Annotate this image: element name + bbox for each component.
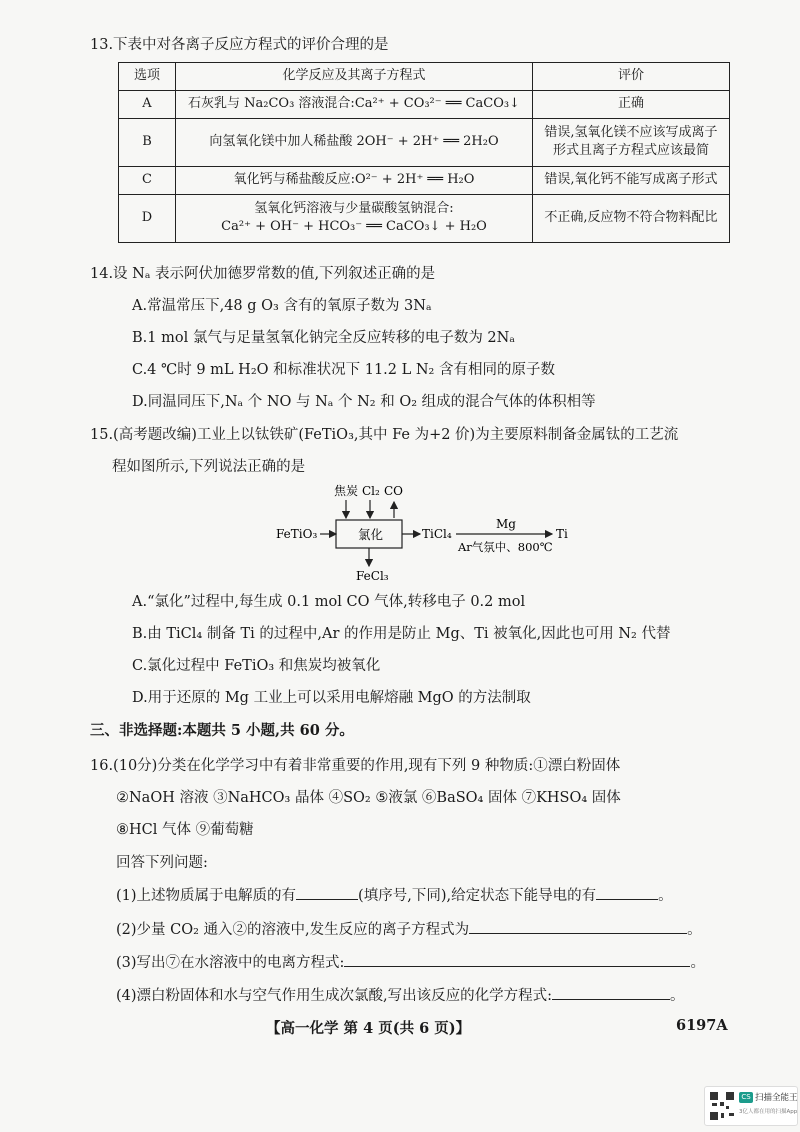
scanner-tagline: 3亿人都在用的扫描App bbox=[739, 1109, 798, 1115]
q16-substances-line3: ⑧HCl 气体 ⑨葡萄糖 bbox=[116, 822, 254, 838]
scanner-watermark bbox=[704, 1086, 798, 1126]
final-ti: Ti bbox=[556, 527, 568, 541]
answer-blank-chemical-equation[interactable] bbox=[552, 985, 670, 1000]
scanner-name: 扫描全能王 bbox=[755, 1093, 798, 1103]
q16-substances-line2: ②NaOH 溶液 ③NaHCO₃ 晶体 ④SO₂ ⑤液氯 ⑥BaSO₄ 固体 ⑦KHSO₄ 固体 bbox=[116, 790, 621, 806]
row-evaluation: 错误,氧化钙不能写成离子形式 bbox=[533, 166, 730, 194]
reagent-mg: Mg bbox=[496, 517, 516, 531]
header-equation: 化学反应及其离子方程式 bbox=[176, 63, 533, 91]
q16-part4-text: (4)漂白粉固体和水与空气作用生成次氯酸,写出该反应的化学方程式: bbox=[116, 988, 553, 1004]
input-chlorine: Cl₂ bbox=[362, 484, 380, 498]
q14-option-b: B.1 mol 氯气与足量氢氧化钠完全反应转移的电子数为 2Nₐ bbox=[132, 330, 515, 346]
q16-part1-end: 。 bbox=[658, 888, 673, 904]
q16-part2-text: (2)少量 CO₂ 通入②的溶液中,发生反应的离子方程式为 bbox=[116, 922, 470, 938]
table-row bbox=[119, 194, 730, 242]
row-evaluation bbox=[533, 118, 730, 166]
row-equation-line1: 氢氧化钙溶液与少量碳酸氢钠混合: bbox=[254, 200, 454, 216]
row-equation: 石灰乳与 Na₂CO₃ 溶液混合:Ca²⁺ + CO₃²⁻ ══ CaCO₃↓ bbox=[176, 90, 533, 118]
row-option: A bbox=[119, 90, 176, 118]
q13-table bbox=[118, 62, 730, 243]
row-option: B bbox=[119, 118, 176, 166]
byproduct-fecl3: FeCl₃ bbox=[356, 569, 389, 583]
feed-fetio3: FeTiO₃ bbox=[276, 527, 318, 541]
table-row bbox=[119, 166, 730, 194]
q14-stem: 14.设 Nₐ 表示阿伏加德罗常数的值,下列叙述正确的是 bbox=[90, 266, 436, 282]
header-option: 选项 bbox=[119, 63, 176, 91]
answer-blank-ionic-equation[interactable] bbox=[469, 919, 687, 934]
row-evaluation: 不正确,反应物不符合物料配比 bbox=[533, 194, 730, 242]
row-equation: 氧化钙与稀盐酸反应:O²⁻ + 2H⁺ ══ H₂O bbox=[176, 166, 533, 194]
q13-stem: 13.下表中对各离子反应方程式的评价合理的是 bbox=[90, 37, 389, 53]
q16-part3-text: (3)写出⑦在水溶液中的电离方程式: bbox=[116, 955, 345, 971]
input-coke: 焦炭 bbox=[334, 484, 359, 498]
q15-stem-line2: 程如图所示,下列说法正确的是 bbox=[112, 459, 306, 475]
q16-part1-text-a: (1)上述物质属于电解质的有 bbox=[116, 888, 297, 904]
table-header-row bbox=[119, 63, 730, 91]
row-evaluation: 正确 bbox=[533, 90, 730, 118]
qr-code-icon bbox=[709, 1091, 735, 1121]
paper-code: 6197A bbox=[676, 1017, 728, 1034]
q15-stem-line1: 15.(高考题改编)工业上以钛铁矿(FeTiO₃,其中 Fe 为+2 价)为主要原料制备金属钛的工艺流 bbox=[90, 427, 679, 443]
q15-option-b: B.由 TiCl₄ 制备 Ti 的过程中,Ar 的作用是防止 Mg、Ti 被氧化,因此也可用 N₂ 代替 bbox=[132, 626, 671, 642]
q16-stem: 16.(10分)分类在化学学习中有着非常重要的作用,现有下列 9 种物质:①漂白粉固体 bbox=[90, 758, 621, 774]
table-row bbox=[119, 118, 730, 166]
row-evaluation-line2: 形式且离子方程式应该最简 bbox=[552, 143, 709, 159]
answer-blank-ionization-equation[interactable] bbox=[344, 952, 690, 967]
q16-part2-end: 。 bbox=[687, 922, 702, 938]
output-co: CO bbox=[384, 484, 404, 498]
q15-option-d: D.用于还原的 Mg 工业上可以采用电解熔融 MgO 的方法制取 bbox=[132, 690, 531, 706]
q16-part2 bbox=[116, 918, 702, 939]
reaction-condition: Ar气氛中、800℃ bbox=[458, 540, 553, 554]
row-option: D bbox=[119, 194, 176, 242]
q16-part1 bbox=[116, 884, 673, 905]
q16-part3-end: 。 bbox=[690, 955, 705, 971]
chlorination-label: 氯化 bbox=[358, 527, 384, 542]
page-footer: 【高一化学 第 4 页(共 6 页)】 bbox=[266, 1020, 471, 1037]
q14-option-d: D.同温同压下,Nₐ 个 NO 与 Nₐ 个 N₂ 和 O₂ 组成的混合气体的体积相等 bbox=[132, 394, 596, 410]
product-ticl4: TiCl₄ bbox=[422, 527, 452, 541]
row-evaluation-line1: 错误,氢氧化镁不应该写成离子 bbox=[544, 124, 718, 140]
answer-blank-conductors[interactable] bbox=[596, 885, 658, 900]
row-equation-line2: Ca²⁺ + OH⁻ + HCO₃⁻ ══ CaCO₃↓ + H₂O bbox=[221, 219, 487, 235]
section-heading: 三、非选择题:本题共 5 小题,共 60 分。 bbox=[90, 722, 354, 739]
q16-part4-end: 。 bbox=[670, 988, 685, 1004]
header-evaluation: 评价 bbox=[533, 63, 730, 91]
row-option: C bbox=[119, 166, 176, 194]
q16-part4 bbox=[116, 984, 685, 1005]
q15-option-a: A.“氯化”过程中,每生成 0.1 mol CO 气体,转移电子 0.2 mol bbox=[132, 594, 526, 610]
q16-part3 bbox=[116, 951, 705, 972]
q16-part1-text-b: (填序号,下同),给定状态下能导电的有 bbox=[358, 888, 597, 904]
q14-option-a: A.常温常压下,48 g O₃ 含有的氧原子数为 3Nₐ bbox=[132, 298, 432, 314]
row-equation: 向氢氧化镁中加人稀盐酸 2OH⁻ + 2H⁺ ══ 2H₂O bbox=[176, 118, 533, 166]
process-flow-diagram bbox=[260, 478, 600, 586]
row-equation bbox=[176, 194, 533, 242]
q16-prompt: 回答下列问题: bbox=[116, 855, 208, 871]
q14-option-c: C.4 ℃时 9 mL H₂O 和标准状况下 11.2 L N₂ 含有相同的原子数 bbox=[132, 362, 555, 378]
table-row bbox=[119, 90, 730, 118]
q15-option-c: C.氯化过程中 FeTiO₃ 和焦炭均被氧化 bbox=[132, 658, 381, 674]
answer-blank-electrolytes[interactable] bbox=[296, 885, 358, 900]
scanner-logo-icon: CS bbox=[739, 1092, 753, 1103]
